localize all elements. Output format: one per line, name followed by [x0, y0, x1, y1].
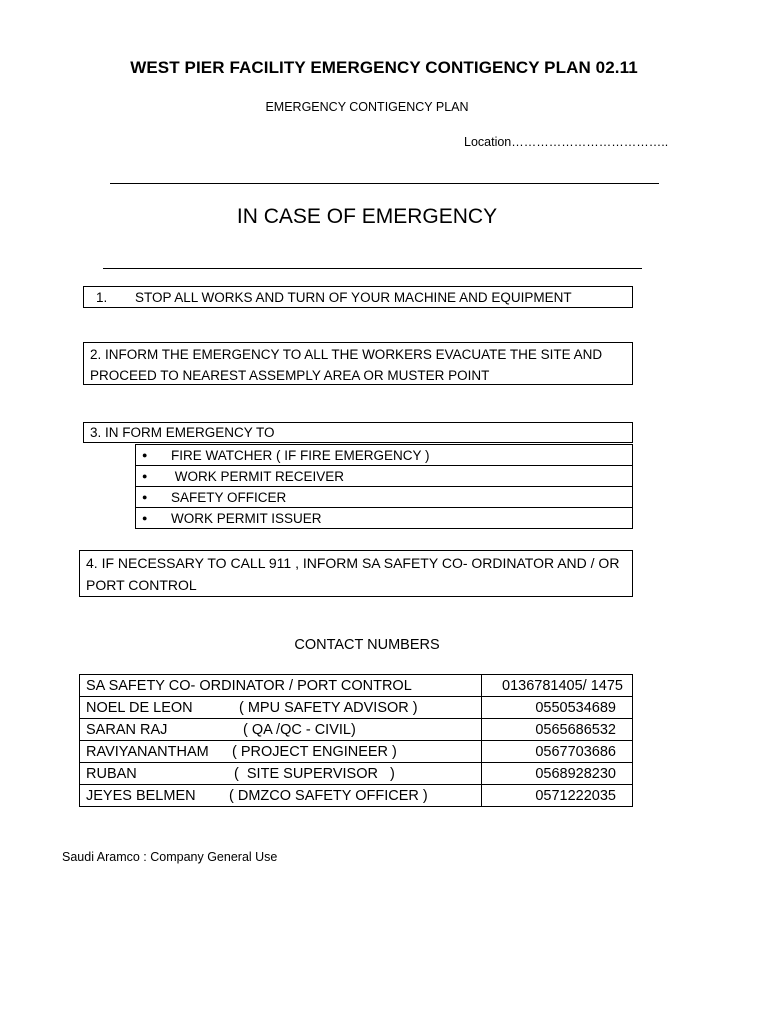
table-row	[80, 697, 633, 719]
emergency-heading: IN CASE OF EMERGENCY	[236, 205, 498, 228]
document-title: WEST PIER FACILITY EMERGENCY CONTIGENCY PLAN 02.11	[130, 58, 638, 77]
classification-footer: Saudi Aramco : Company General Use	[62, 850, 278, 864]
contact-name: JEYES BELMEN	[86, 787, 196, 804]
divider-top	[110, 183, 659, 184]
list-item	[136, 445, 633, 466]
list-item	[136, 487, 633, 508]
list-item	[136, 508, 633, 529]
table-row	[80, 763, 633, 785]
table-row	[80, 785, 633, 807]
list-item	[136, 466, 633, 487]
contact-name: RUBAN	[86, 765, 137, 782]
bullet-icon: ●	[142, 449, 148, 460]
contact-number: 0565686532	[535, 721, 616, 738]
table-row	[80, 675, 633, 697]
step-1-number: 1.	[96, 290, 108, 305]
contact-name: SARAN RAJ	[86, 721, 168, 738]
step-2-box	[83, 342, 633, 385]
contact-number: 0550534689	[535, 699, 616, 716]
contact-name: NOEL DE LEON	[86, 699, 193, 716]
document-subtitle: EMERGENCY CONTIGENCY PLAN	[265, 100, 469, 114]
step-3-box	[83, 422, 633, 443]
step-3-text: 3. IN FORM EMERGENCY TO	[90, 425, 275, 440]
bullet-icon: ●	[142, 512, 148, 523]
step-4-box	[79, 550, 633, 597]
step-3-recipient-list	[135, 444, 633, 529]
contact-number: 0136781405/ 1475	[502, 677, 623, 694]
contact-number: 0568928230	[535, 765, 616, 782]
list-item-label: WORK PERMIT ISSUER	[171, 510, 322, 526]
divider-bottom	[103, 268, 642, 269]
contact-role: ( DMZCO SAFETY OFFICER )	[229, 787, 428, 804]
table-row	[80, 741, 633, 763]
location-field: Location………………………………..	[464, 135, 669, 149]
step-2-text: 2. INFORM THE EMERGENCY TO ALL THE WORKERS EVACUATE THE SITE AND PROCEED TO NEAREST ASSEMPLY AREA OR MUSTER POINT	[90, 347, 603, 383]
contact-role: ( QA /QC - CIVIL)	[243, 721, 356, 738]
contact-table	[79, 674, 633, 807]
contact-number: 0571222035	[535, 787, 616, 804]
bullet-icon: ●	[142, 491, 148, 502]
contact-number: 0567703686	[535, 743, 616, 760]
list-item-label: FIRE WATCHER ( IF FIRE EMERGENCY )	[171, 447, 430, 463]
step-4-text: 4. IF NECESSARY TO CALL 911 , INFORM SA SAFETY CO- ORDINATOR AND / OR PORT CONTROL	[86, 555, 620, 593]
contact-name: SA SAFETY CO- ORDINATOR / PORT CONTROL	[86, 677, 412, 694]
table-row	[80, 719, 633, 741]
list-item-label: WORK PERMIT RECEIVER	[171, 468, 345, 484]
contact-role: ( MPU SAFETY ADVISOR )	[239, 699, 418, 716]
step-1-box	[83, 286, 633, 308]
contact-role: ( SITE SUPERVISOR )	[234, 765, 395, 782]
bullet-icon: ●	[142, 470, 148, 481]
contact-numbers-heading: CONTACT NUMBERS	[294, 637, 440, 653]
contact-name: RAVIYANANTHAM	[86, 743, 209, 760]
step-1-text: STOP ALL WORKS AND TURN OF YOUR MACHINE AND EQUIPMENT	[135, 290, 572, 305]
contact-role: ( PROJECT ENGINEER )	[232, 743, 397, 760]
list-item-label: SAFETY OFFICER	[171, 489, 287, 505]
